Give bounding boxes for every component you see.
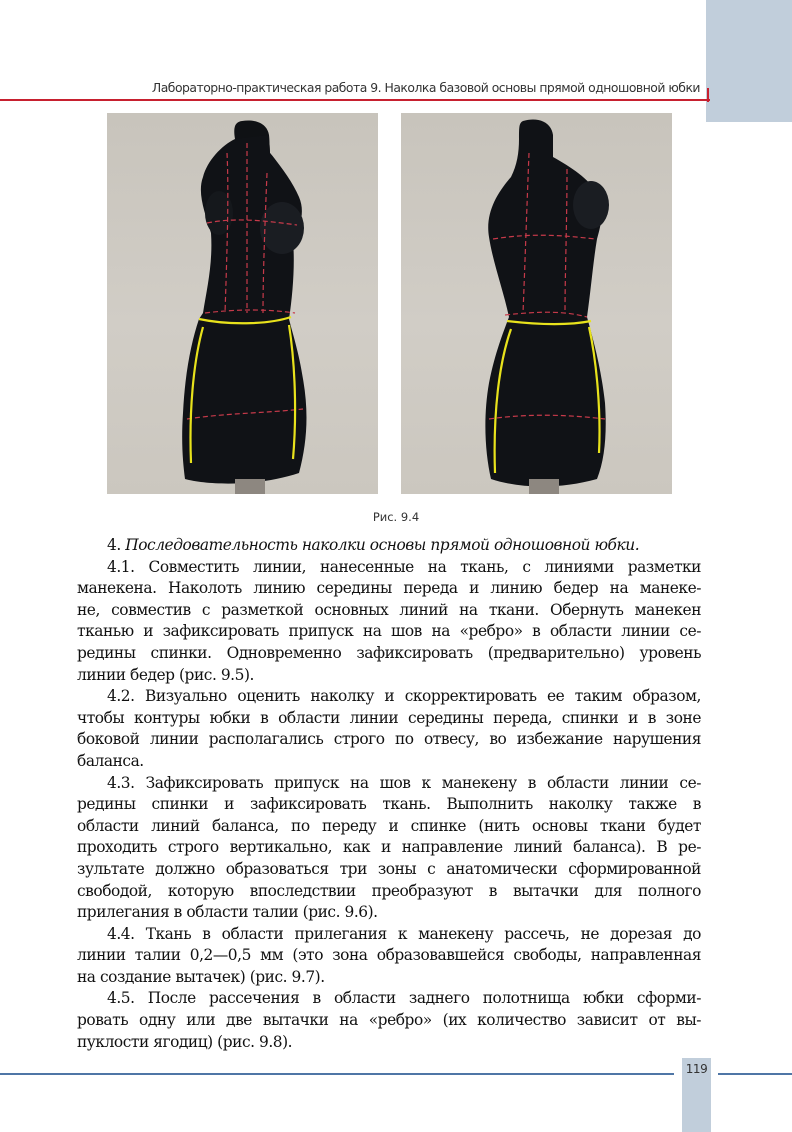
- paragraph-4-4-line: 4.4. Ткань в области прилегания к манекену рассечь, не дорезая до: [107, 924, 701, 943]
- paragraph-4-1-line: линии бедер (рис. 9.5).: [77, 665, 254, 684]
- paragraph-4-2-line: чтобы контуры юбки в области линии середины переда, спинки и в зоне: [77, 708, 701, 727]
- paragraph-4-1-line: тканью и зафиксировать припуск на шов на «ребро» в области линии се-: [77, 622, 701, 641]
- paragraph-4-5-line: ровать одну или две вытачки на «ребро» (их количество зависит от вы-: [77, 1011, 701, 1030]
- paragraph-4-1-line: 4.1. Совместить линии, нанесенные на ткань, с линиями разметки: [107, 557, 701, 576]
- header-rule-tick: [707, 88, 709, 102]
- paragraph-4-3-line: области линий баланса, по переду и спинке (нить основы ткани будет: [77, 816, 701, 835]
- header-rule: [0, 99, 710, 101]
- paragraph-4-3-line: проходить строго вертикально, как и направление линий баланса). В ре-: [77, 838, 701, 857]
- paragraph-4-3-line: 4.3. Зафиксировать припуск на шов к манекену в области линии се-: [107, 773, 701, 792]
- paragraph-4-2-line: 4.2. Визуально оценить наколку и скорректировать ее таким образом,: [107, 687, 701, 706]
- paragraph-4-4-line: на создание вытачек) (рис. 9.7).: [77, 967, 325, 986]
- footer-rule-right: [718, 1073, 792, 1075]
- paragraph-4-4-line: линии талии 0,2—0,5 мм (это зона образовавшейся свободы, направленная: [77, 946, 701, 965]
- paragraph-4-5-line: пуклости ягодиц) (рис. 9.8).: [77, 1032, 293, 1051]
- paragraph-4-5-line: 4.5. После рассечения в области заднего полотнища юбки сформи-: [107, 989, 701, 1008]
- heading-number: 4.: [107, 536, 121, 554]
- figure-caption: Рис. 9.4: [372, 510, 420, 524]
- section-heading: [77, 535, 701, 557]
- heading-text: Последовательность наколки основы прямой одношовной юбки.: [125, 536, 640, 554]
- paragraph-4-3-line: прилегания в области талии (рис. 9.6).: [77, 903, 378, 922]
- page-number: 119: [685, 1062, 708, 1076]
- body-text: [77, 535, 701, 1053]
- paragraph-4-1-line: манекена. Наколоть линию середины переда и линию бедер на манеке-: [77, 579, 701, 598]
- figure-photo-side: [401, 113, 672, 494]
- footer-rule-left: [0, 1073, 674, 1075]
- mannequin-side-illustration: [401, 113, 672, 494]
- figure-photo-front: [107, 113, 378, 494]
- running-head: Лабораторно-практическая работа 9. Наколка базовой основы прямой одношовной юбки: [151, 80, 700, 95]
- paragraph-4-2-line: боковой линии располагались строго по отвесу, во избежание нарушения: [77, 730, 701, 749]
- paragraph-4-2-line: баланса.: [77, 751, 144, 770]
- paragraph-4-3-line: свободой, которую впоследствии преобразуют в вытачки для полного: [77, 881, 701, 900]
- paragraph-4-1-line: не, совместив с разметкой основных линий на ткани. Обернуть манекен: [77, 600, 701, 619]
- corner-decoration: [706, 0, 792, 122]
- paragraph-4-3-line: зультате должно образоваться три зоны с анатомически сформированной: [77, 859, 701, 878]
- paragraph-4-1-line: редины спинки. Одновременно зафиксировать (предварительно) уровень: [77, 643, 701, 662]
- paragraph-4-3-line: редины спинки и зафиксировать ткань. Выполнить наколку также в: [77, 795, 701, 814]
- mannequin-front-illustration: [107, 113, 378, 494]
